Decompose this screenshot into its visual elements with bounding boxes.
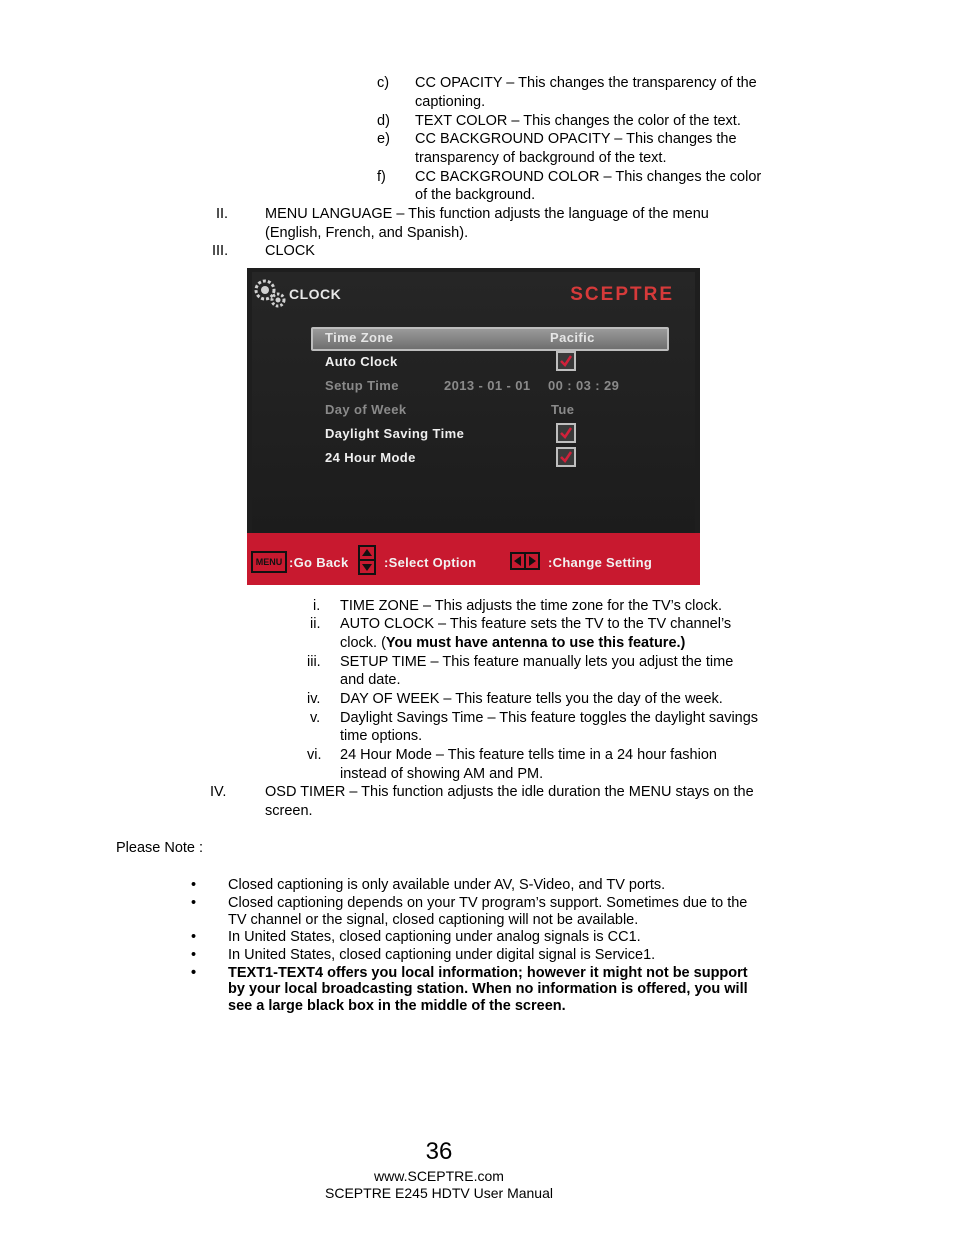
list-text: transparency of background of the text. [415,150,667,166]
list-text: TEXT COLOR – This changes the color of the text. [415,113,741,129]
list-text: of the background. [415,187,536,203]
bullet-text: In United States, closed captioning under digital signal is Service1. [228,947,656,963]
checkbox-checked-icon[interactable] [556,351,576,371]
row-label: Time Zone [325,330,394,345]
list-text: TIME ZONE – This adjusts the time zone for the TV’s clock. [340,598,722,614]
bullet-icon: • [191,895,197,911]
footer-website: www.SCEPTRE.com [374,1168,504,1184]
list-marker: c) [377,75,390,91]
bullet-icon: • [191,877,197,893]
footer-manual-title: SCEPTRE E245 HDTV User Manual [325,1185,553,1201]
section-text: OSD TIMER – This function adjusts the idle duration the MENU stays on the [265,784,754,800]
list-text: AUTO CLOCK – This feature sets the TV to the TV channel’s [340,616,732,632]
setup-time: 00 : 03 : 29 [548,378,620,393]
osd-help-bar [247,533,700,585]
brand-logo: SCEPTRE [570,284,674,305]
left-right-arrows-icon [510,552,540,570]
osd-body [252,272,695,535]
section-text: screen. [265,803,313,819]
row-label: Auto Clock [325,354,398,369]
list-text: and date. [340,672,401,688]
list-text: 24 Hour Mode – This feature tells time in a 24 hour fashion [340,747,717,763]
list-text [340,634,685,652]
bullet-text: see a large black box in the middle of the screen. [228,998,566,1014]
list-marker: d) [377,113,390,129]
section-text: CLOCK [265,243,315,259]
section-marker: III. [212,243,229,259]
bullet-text: In United States, closed captioning under analog signals is CC1. [228,929,641,945]
list-text: CC BACKGROUND COLOR – This changes the color [415,169,762,185]
section-marker: II. [216,206,229,222]
bullet-icon: • [191,947,197,963]
list-text: Daylight Savings Time – This feature toggles the daylight savings [340,710,759,726]
bullet-text: TV channel or the signal, closed captioning will not be available. [228,912,639,928]
list-text-prefix: clock. ( [340,635,386,651]
bullet-text: TEXT1-TEXT4 offers you local information; however it might not be support [228,965,748,981]
list-marker: f) [377,169,386,185]
list-text: CC BACKGROUND OPACITY – This changes the [415,131,737,147]
row-label: Setup Time [325,378,399,393]
section-text: (English, French, and Spanish). [265,225,469,241]
help-change-setting: :Change Setting [548,555,653,570]
row-value: Tue [551,402,575,417]
bullet-text: Closed captioning is only available under AV, S-Video, and TV ports. [228,877,666,893]
menu-key-icon: MENU [251,551,287,573]
list-text: CC OPACITY – This changes the transparency of the [415,75,757,91]
bullet-icon: • [191,965,197,981]
setup-date: 2013 - 01 - 01 [444,378,531,393]
help-go-back: :Go Back [289,555,349,570]
checkbox-checked-icon[interactable] [556,447,576,467]
bullet-text: Closed captioning depends on your TV program’s support. Sometimes due to the [228,895,748,911]
list-marker: e) [377,131,390,147]
section-text: MENU LANGUAGE – This function adjusts the language of the menu [265,206,709,222]
gears-icon [253,278,287,308]
antenna-note: You must have antenna to use this feature.) [385,635,686,651]
bullet-text: by your local broadcasting station. When no information is offered, you will [228,981,748,997]
list-text: time options. [340,728,423,744]
list-text: instead of showing AM and PM. [340,766,544,782]
list-text: SETUP TIME – This feature manually lets you adjust the time [340,654,734,670]
bullet-icon: • [191,929,197,945]
row-value: Pacific [550,330,595,345]
list-marker: i. [313,598,321,614]
page-number: 36 [425,1138,453,1165]
list-marker: iii. [307,654,321,670]
row-label: Day of Week [325,402,407,417]
list-marker: vi. [307,747,322,763]
list-text: DAY OF WEEK – This feature tells you the day of the week. [340,691,723,707]
section-marker: IV. [210,784,227,800]
up-down-arrows-icon [358,545,376,575]
clock-menu-screenshot [245,266,702,587]
help-select-option: :Select Option [384,555,477,570]
list-marker: iv. [307,691,321,707]
checkbox-checked-icon[interactable] [556,423,576,443]
list-marker: v. [310,710,321,726]
osd-title: CLOCK [289,286,342,302]
list-marker: ii. [310,616,321,632]
list-text: captioning. [415,94,486,110]
note-heading: Please Note : [116,840,204,856]
row-label: Daylight Saving Time [325,426,465,441]
row-label: 24 Hour Mode [325,450,416,465]
